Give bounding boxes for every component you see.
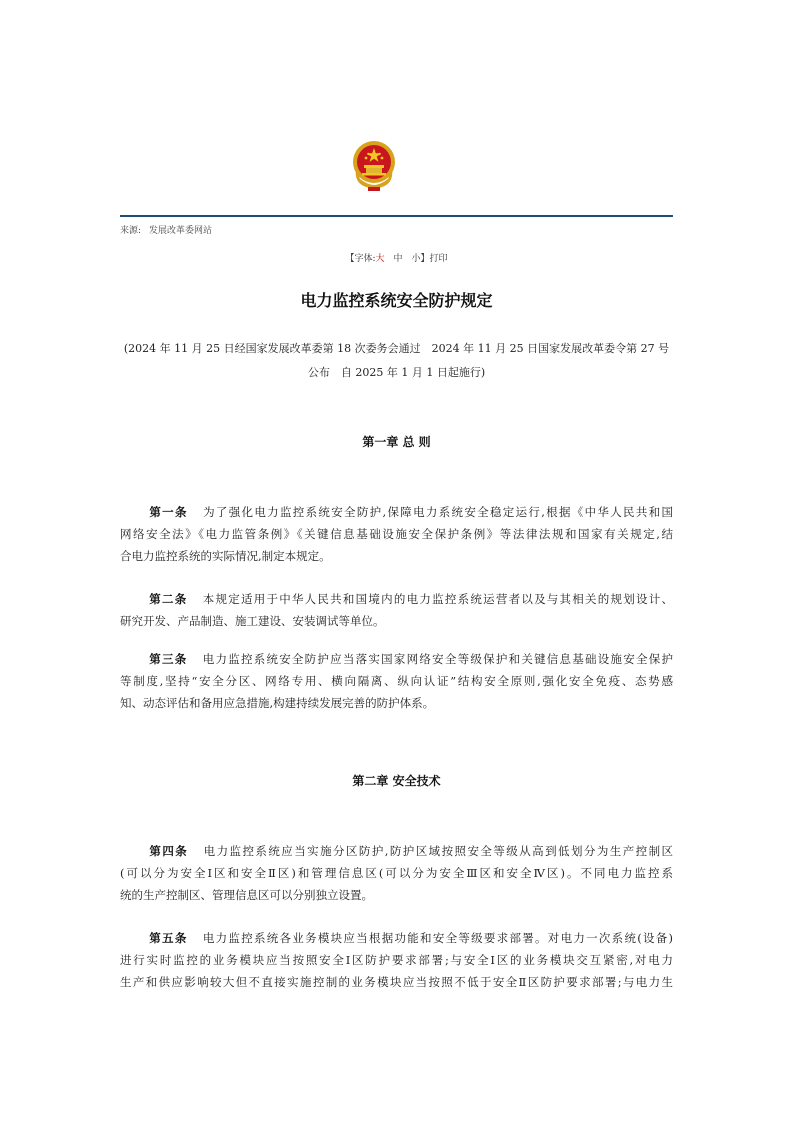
font-large-link[interactable]: 大 <box>375 254 385 264</box>
article-paragraph <box>120 840 673 906</box>
article-line: 等制度,坚持“安全分区、网络专用、横向隔离、纵向认证”结构安全原则,强化安全免疫、态势感 <box>120 674 673 688</box>
article-label: 第四条 <box>148 844 189 858</box>
source-line <box>120 223 212 236</box>
article-line: 知、动态评估和备用应急措施,构建持续发展完善的防护体系。 <box>120 696 435 710</box>
font-small-link[interactable]: 小 <box>411 254 421 264</box>
article-line: (可以分为安全Ⅰ区和安全Ⅱ区)和管理信息区(可以分为安全Ⅲ区和安全Ⅳ区)。不同电力监控系 <box>120 866 673 880</box>
article-line: 网络安全法》《电力监管条例》《关键信息基础设施安全保护条例》等法律法规和国家有关规定,结 <box>120 527 673 541</box>
article-label: 第五条 <box>148 931 188 945</box>
article-line: 电力监控系统安全防护应当落实国家网络安全等级保护和关键信息基础设施安全保护 <box>201 652 674 666</box>
article-line: 本规定适用于中华人民共和国境内的电力监控系统运营者以及与其相关的规划设计、 <box>201 592 674 606</box>
national-emblem-icon <box>350 139 398 193</box>
font-medium-link[interactable]: 中 <box>393 254 403 264</box>
article-paragraph <box>120 501 673 567</box>
document-title: 电力监控系统安全防护规定 <box>300 291 493 310</box>
print-link[interactable]: 打印 <box>429 254 448 264</box>
article-label: 第二条 <box>148 592 188 606</box>
font-bar-open: 【字体: <box>345 254 376 264</box>
font-bar-close: 】 <box>420 254 430 264</box>
source-label: 来源: <box>120 226 142 236</box>
article-line: 合电力监控系统的实际情况,制定本规定。 <box>120 549 331 563</box>
article-line: 研究开发、产品制造、施工建设、安装调试等单位。 <box>120 614 385 628</box>
article-paragraph <box>120 588 673 632</box>
document-subtitle-line-1: (2024 年 11 月 25 日经国家发展改革委第 18 次委务会通过 2024 年 11 月 25 日国家发展改革委令第 27 号 <box>123 342 670 355</box>
article-paragraph <box>120 648 673 714</box>
article-line: 电力监控系统应当实施分区防护,防护区域按照安全等级从高到低划分为生产控制区 <box>202 844 674 858</box>
article-line: 生产和供应影响较大但不直接实施控制的业务模块应当按照不低于安全Ⅱ区防护要求部署;与电力生 <box>120 975 673 989</box>
header-divider <box>120 215 673 217</box>
document-subtitle-line-2: 公布 自 2025 年 1 月 1 日起施行) <box>307 366 486 379</box>
source-value: 发展改革委网站 <box>149 226 213 236</box>
font-size-bar <box>0 251 793 264</box>
article-line: 电力监控系统各业务模块应当根据功能和安全等级要求部署。对电力一次系统(设备) <box>201 931 674 945</box>
article-line: 统的生产控制区、管理信息区可以分别独立设置。 <box>120 888 373 902</box>
article-label: 第一条 <box>148 505 188 519</box>
chapter-heading: 第一章 总 则 <box>362 435 431 449</box>
chapter-heading: 第二章 安全技术 <box>352 774 441 788</box>
article-line: 进行实时监控的业务模块应当按照安全Ⅰ区防护要求部署;与安全Ⅰ区的业务模块交互紧密,对电力 <box>120 953 673 967</box>
article-label: 第三条 <box>148 652 188 666</box>
article-paragraph <box>120 927 673 993</box>
article-line: 为了强化电力监控系统安全防护,保障电力系统安全稳定运行,根据《中华人民共和国 <box>201 505 674 519</box>
